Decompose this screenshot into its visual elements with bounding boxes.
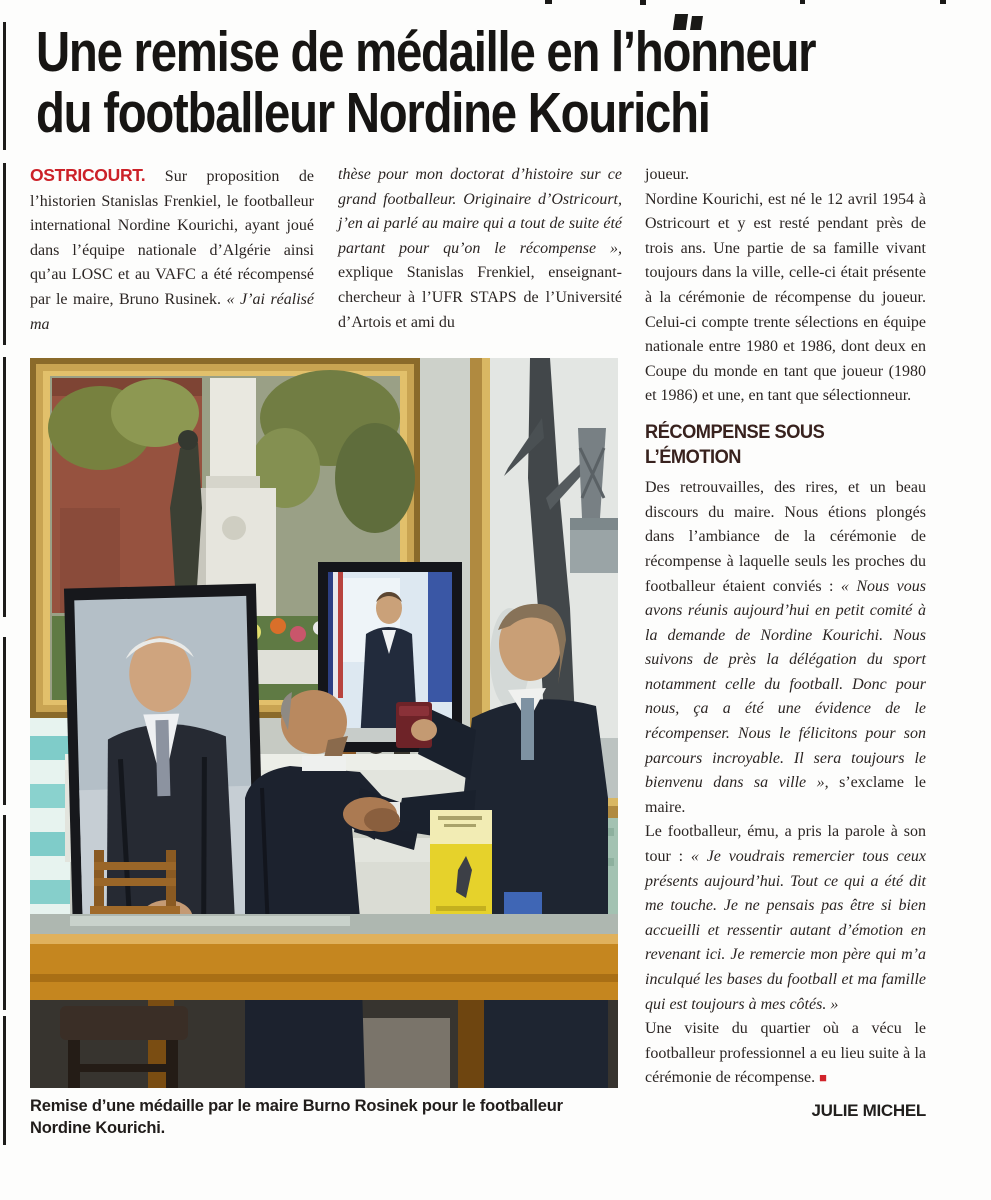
crop-artifact	[800, 0, 805, 4]
dateline-label: OSTRICOURT.	[30, 165, 146, 185]
paragraph	[645, 820, 926, 1017]
headline-line2: du footballeur Nordine Kourichi	[36, 81, 710, 145]
body-text: Une visite du quartier où a vécu le footballeur professionnel a eu lieu suite à la cérémonie de récompense.	[645, 1020, 926, 1087]
blue-object	[504, 892, 542, 914]
ceremony-photo-illustration	[30, 358, 618, 1088]
paragraph	[338, 163, 622, 335]
quote-text: « J’ai réalisé ma	[30, 290, 315, 333]
article-end-mark: ■	[819, 1070, 827, 1086]
article-photo	[30, 358, 618, 1088]
body-text: Des retrouvailles, des rires, et un beau discours du maire. Nous étions plongés dans l’ambiance de la cérémonie de récompense à laquelle seuls les proches du footballeur étaient conviés :	[645, 479, 926, 595]
mayor-hand	[411, 719, 437, 741]
left-column-rule	[3, 815, 6, 1010]
floor	[360, 1018, 450, 1088]
left-column-rule	[3, 1016, 6, 1145]
byline: JULIE MICHEL	[811, 1100, 926, 1120]
crop-artifact	[940, 0, 946, 4]
body-text: Le footballeur, ému, a pris la parole à son tour :	[645, 823, 926, 866]
article-column-1	[30, 163, 314, 337]
crop-artifact	[545, 0, 552, 4]
section-kicker: RÉCOMPENSE SOUS L’ÉMOTION	[645, 421, 825, 468]
quote-text: « Nous vous avons réunis aujourd’hui en petit comité à la demande de Nordine Kourichi. Nous suivons de près la délégation du sport notamment celle du football. Donc pour nous, ça a été une évidence de le récompenser. Nous le félicitons pour son parcours incroyable. Il sera toujours le bienvenu dans sa ville »,	[645, 577, 927, 792]
article-column-2	[338, 163, 622, 335]
left-column-rule	[3, 637, 6, 805]
quote-text: « Je voudrais remercier tous ceux présents aujourd’hui. Tout ce qui a été dit me touche. Je ne pensais pas être si bien accueilli et ressentir autant d’émotion en revenant ici. Je remercie mon père qui m’a inculqué les bases du football et ma famille qui est toujours à mes côtés. »	[645, 848, 927, 1013]
photo-caption: Remise d’une médaille par le maire Burno Rosinek pour le footballeur Nordine Kourichi.	[30, 1097, 563, 1137]
body-text: explique Stanislas Frenkiel, enseignant-chercheur à l’UFR STAPS de l’Université d’Artois et ami du	[338, 264, 622, 331]
left-column-rule	[3, 357, 6, 617]
paragraph	[645, 1017, 926, 1091]
body-text: s’exclame le maire.	[645, 774, 926, 816]
article-headline	[36, 22, 966, 144]
headline-line1: Une remise de médaille en l’honneur	[36, 20, 816, 84]
left-column-rule	[3, 22, 6, 150]
paragraph: joueur.	[645, 166, 689, 183]
paragraph	[30, 163, 314, 337]
article-column-3	[645, 163, 926, 1124]
left-column-rule	[3, 163, 6, 345]
quote-text: thèse pour mon doctorat d’histoire sur ce grand footballeur. Originaire d’Ostricourt, j’en ai parlé au maire qui a tout de suite été partant pour qu’on le récompense »,	[338, 166, 622, 257]
crop-artifact	[640, 0, 646, 5]
paragraph	[645, 476, 926, 820]
paragraph: Nordine Kourichi, est né le 12 avril 1954 à Ostricourt et y est resté pendant près de trois ans. Une partie de sa famille vivant toujours dans la ville, celle-ci était présente à la cérémonie de récompense du joueur. Celui-ci compte trente sélections en équipe nationale entre 1980 et 1986, dont deux en Coupe du monde en tant que joueur (1980 et 1986) et une, en tant que sélectionneur.	[645, 190, 926, 405]
medal-box-lid	[399, 706, 429, 716]
body-text: Sur proposition de l’historien Stanislas Frenkiel, le footballeur international Nordine Kourichi, ayant joué dans l’équipe nationale d’Algérie ainsi qu’au LOSC et au VAFC a été récompensé par le maire, Bruno Rusinek.	[30, 168, 314, 308]
